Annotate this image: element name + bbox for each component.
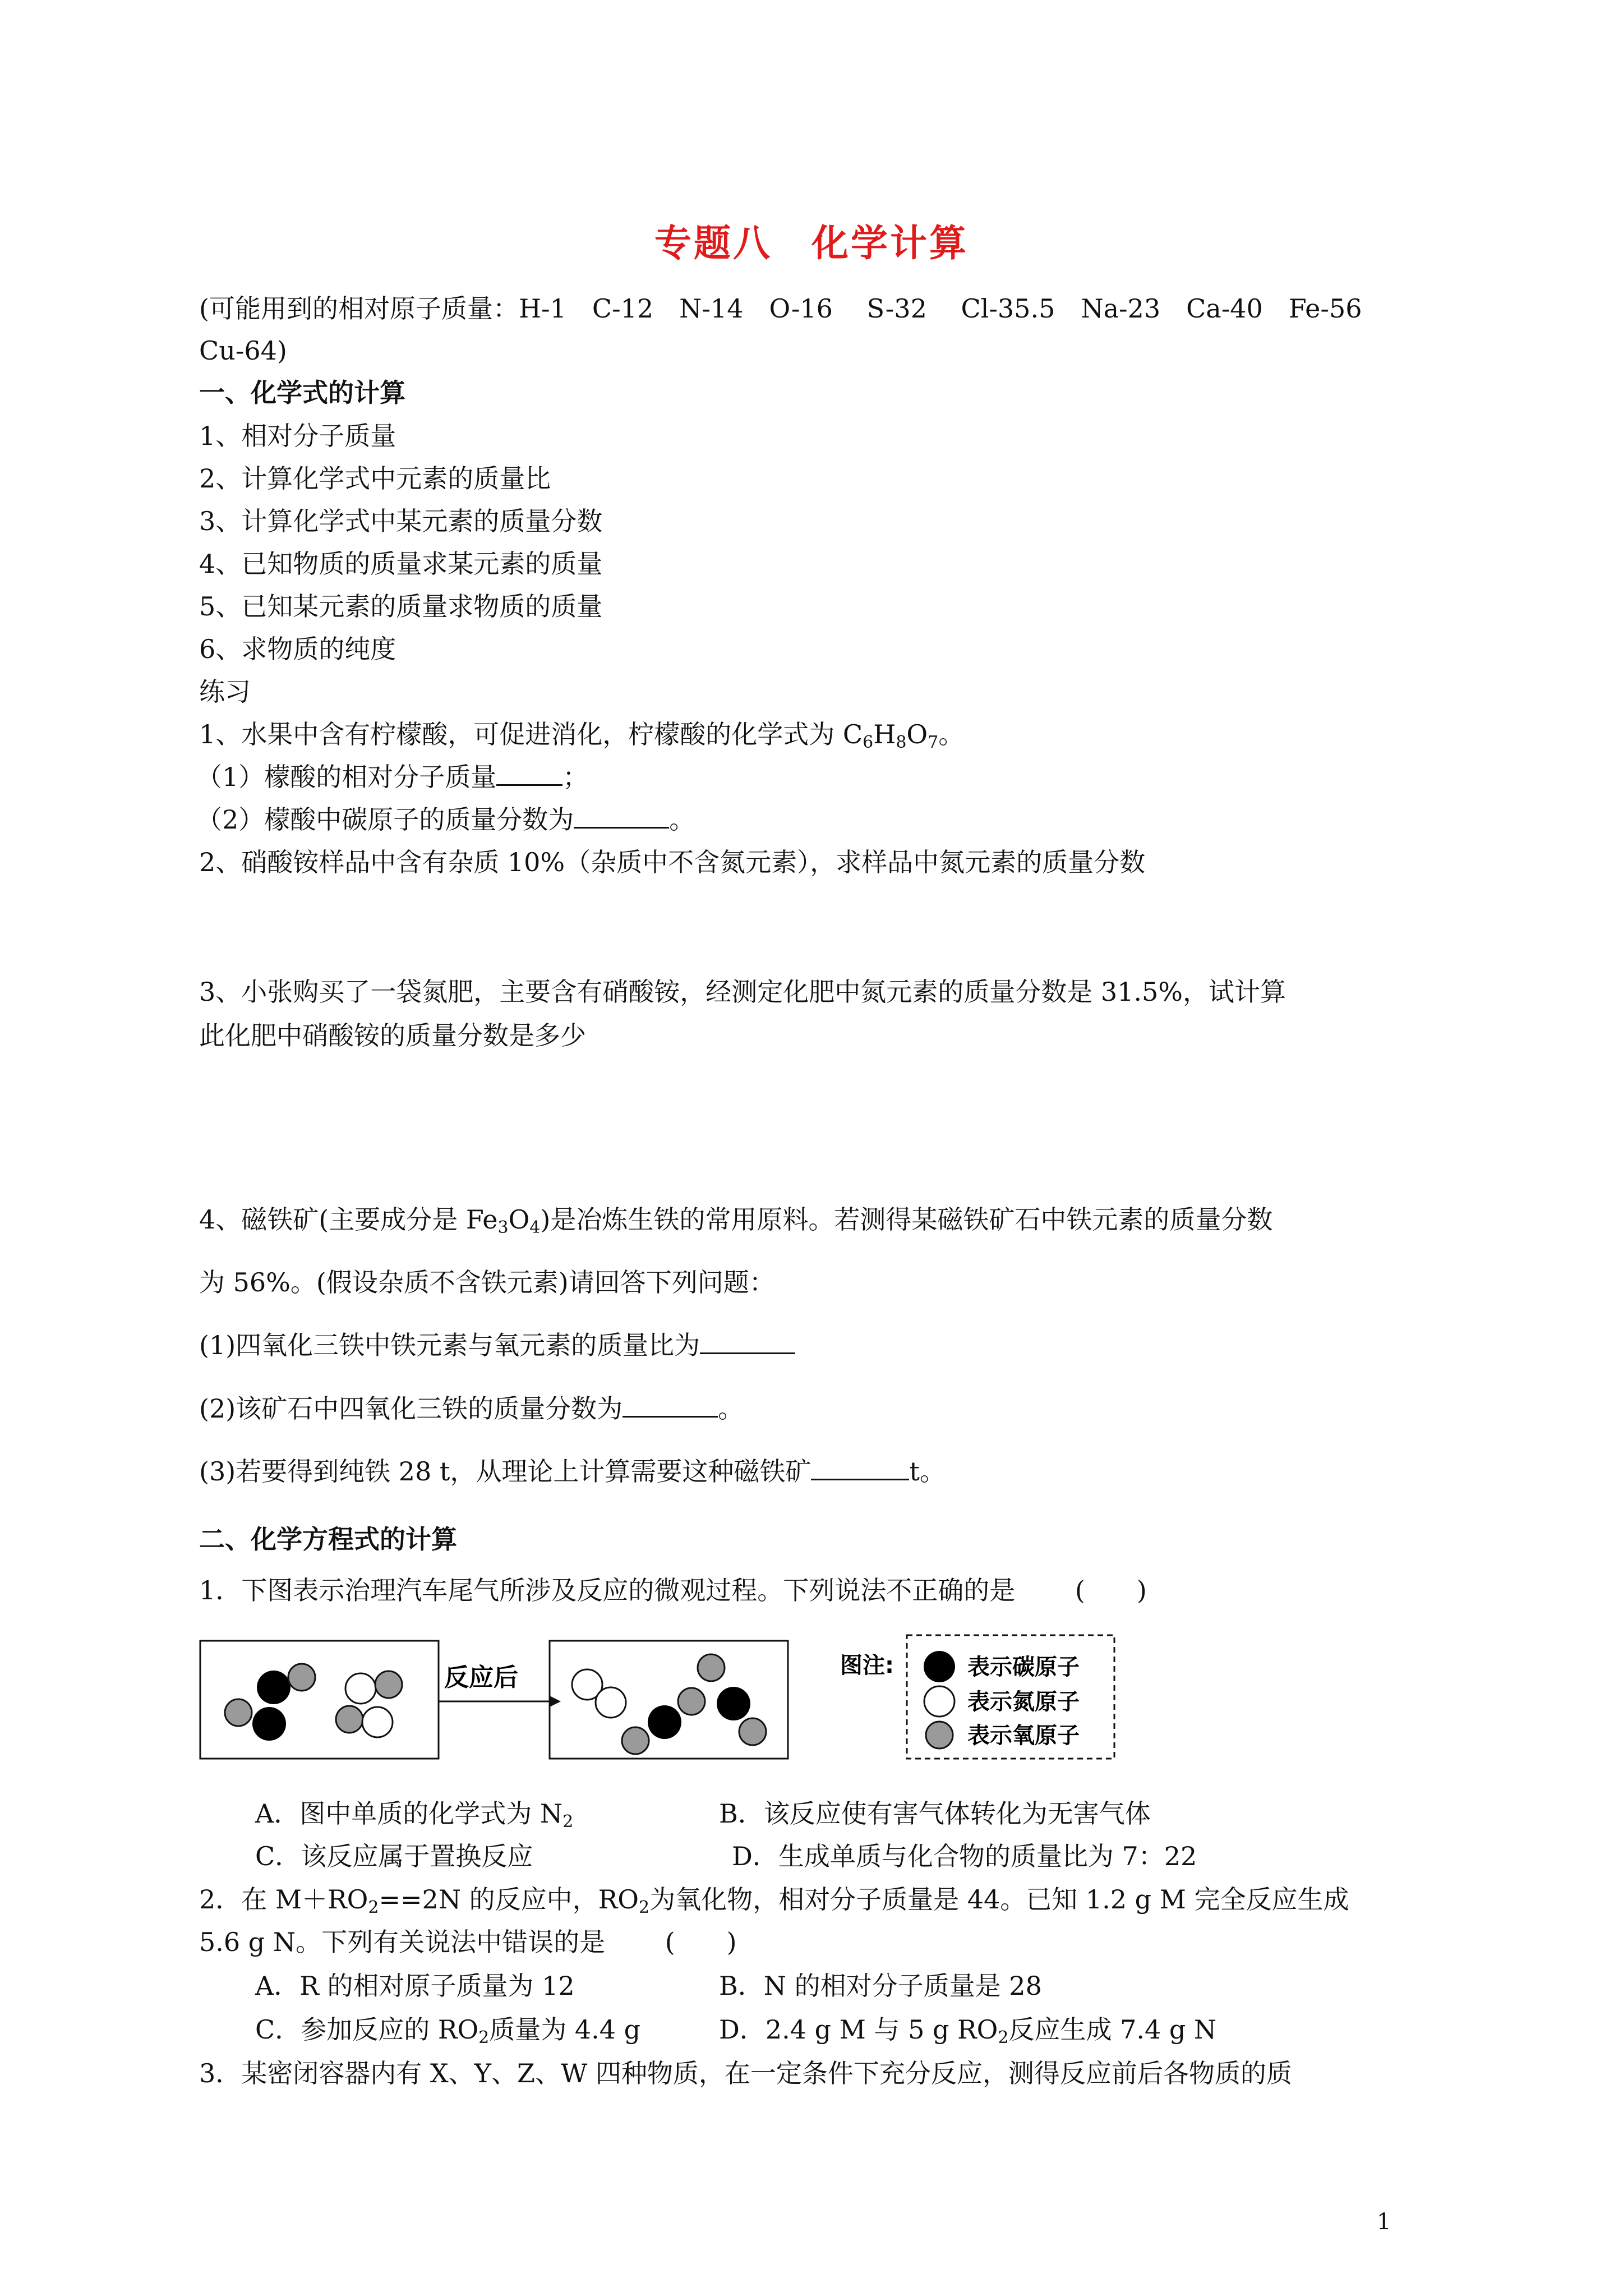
formula-part: H	[873, 719, 896, 749]
punctuation: 。	[938, 719, 965, 749]
formula-part: O	[508, 1204, 530, 1235]
legend-nitrogen-atom	[924, 1686, 955, 1717]
carbon-atom	[648, 1705, 681, 1739]
oxygen-atom	[698, 1654, 725, 1681]
sub-question-text: （1）檬酸的相对分子质量	[196, 762, 497, 792]
answer-blank[interactable]	[574, 804, 669, 829]
subscript: 2	[639, 1898, 650, 1917]
option-a: A．R 的相对原子质量为 12	[255, 1971, 575, 2001]
answer-blank[interactable]	[496, 762, 562, 786]
nitrogen-atom	[596, 1687, 626, 1718]
oxygen-atom	[336, 1706, 363, 1733]
legend-label: 表示氧原子	[967, 1723, 1080, 1749]
subscript: 2	[562, 1812, 574, 1832]
subscript: 2	[998, 2028, 1009, 2047]
list-item: 4、已知物质的质量求某元素的质量	[199, 549, 603, 579]
carbon-atom	[257, 1671, 291, 1704]
subscript: 6	[863, 733, 874, 752]
list-item: 6、求物质的纯度	[199, 634, 396, 664]
question-text	[199, 1884, 1349, 1915]
question-text: 3．某密闭容器内有 X、Y、Z、W 四种物质，在一定条件下充分反应，测得反应前后各物质的质	[199, 2058, 1292, 2088]
option	[255, 2014, 640, 2045]
punctuation: 。	[718, 1393, 744, 1424]
option	[719, 2014, 1216, 2045]
arrow-head	[550, 1696, 561, 1707]
sub-question-text: (2)该矿石中四氧化三铁的质量分数为	[199, 1393, 623, 1424]
oxygen-atom	[739, 1718, 766, 1745]
practice-label: 练习	[199, 677, 251, 707]
formula-part: O	[906, 719, 928, 749]
option-text: 反应生成 7.4 g N	[1008, 2014, 1217, 2045]
question-text: 3、小张购买了一袋氮肥，主要含有硝酸铵，经测定化肥中氮元素的质量分数是 31.5%，试计算	[199, 977, 1287, 1007]
answer-blank[interactable]	[700, 1330, 795, 1354]
carbon-atom	[717, 1687, 750, 1720]
list-item: 5、已知某元素的质量求物质的质量	[199, 591, 603, 622]
subscript: 4	[529, 1218, 541, 1237]
sub-question	[199, 1393, 744, 1424]
sub-question	[199, 1456, 946, 1487]
reaction-diagram	[199, 1630, 1124, 1764]
question-stem: 为氧化物，相对分子质量是 44。已知 1.2 g M 完全反应生成	[649, 1884, 1349, 1915]
option-d: D．生成单质与化合物的质量比为 7：22	[732, 1841, 1197, 1871]
punctuation: ；	[562, 762, 589, 792]
oxygen-atom	[288, 1664, 315, 1691]
question-text	[199, 719, 964, 750]
option-c: C．该反应属于置换反应	[255, 1841, 533, 1871]
list-item: 1、相对分子质量	[199, 421, 396, 451]
oxygen-atom	[678, 1688, 705, 1715]
atomic-masses-line: (可能用到的相对原子质量：H-1 C-12 N-14 O-16 S-32 Cl-35.5 Na-23 Ca-40 Fe-56	[199, 293, 1362, 324]
page-title: 专题八 化学计算	[654, 221, 969, 265]
legend-oxygen-atom	[926, 1722, 953, 1749]
option-b: B．该反应使有害气体转化为无害气体	[719, 1798, 1151, 1829]
option-b: B．N 的相对分子质量是 28	[719, 1971, 1042, 2001]
oxygen-atom	[622, 1727, 649, 1754]
sub-question	[196, 804, 695, 835]
question-text: 此化肥中硝酸铵的质量分数是多少	[199, 1020, 586, 1051]
option-c: C．参加反应的 RO	[255, 2014, 479, 2045]
legend-carbon-atom	[924, 1651, 955, 1682]
option-a: A．图中单质的化学式为 N	[255, 1798, 563, 1829]
section-heading: 二、化学方程式的计算	[199, 1524, 457, 1554]
question-text	[199, 1204, 1272, 1235]
list-item: 3、计算化学式中某元素的质量分数	[199, 506, 603, 536]
option-d: D．2.4 g M 与 5 g RO	[719, 2014, 998, 2045]
oxygen-atom	[225, 1699, 252, 1726]
sub-question	[199, 1329, 795, 1361]
atomic-masses-line: Cu-64)	[199, 335, 287, 366]
legend-label: 表示碳原子	[967, 1654, 1080, 1680]
option	[255, 1798, 574, 1832]
legend-title: 图注:	[840, 1653, 894, 1678]
subscript: 2	[368, 1898, 379, 1917]
option-text: 质量为 4.4 g	[489, 2014, 641, 2045]
answer-blank[interactable]	[811, 1456, 909, 1480]
section-heading: 一、化学式的计算	[199, 378, 405, 408]
sub-question-text: （2）檬酸中碳原子的质量分数为	[196, 804, 574, 835]
oxygen-atom	[375, 1671, 402, 1698]
question-text: 1．下图表示治理汽车尾气所涉及反应的微观过程。下列说法不正确的是 ( )	[199, 1575, 1147, 1605]
list-item: 2、计算化学式中元素的质量比	[199, 463, 551, 494]
sub-question	[196, 761, 588, 793]
question-stem: )是冶炼生铁的常用原料。若测得某磁铁矿石中铁元素的质量分数	[540, 1204, 1273, 1235]
subscript: 3	[497, 1218, 509, 1237]
nitrogen-atom	[362, 1707, 393, 1737]
question-text: 5.6 g N。下列有关说法中错误的是 ( )	[199, 1927, 737, 1957]
question-stem: ==2N 的反应中，RO	[379, 1884, 639, 1915]
question-text: 为 56%。(假设杂质不含铁元素)请回答下列问题：	[199, 1267, 775, 1297]
answer-blank[interactable]	[623, 1393, 718, 1418]
carbon-atom	[252, 1707, 286, 1741]
subscript: 8	[896, 733, 907, 752]
question-stem: 4、磁铁矿(主要成分是 Fe	[199, 1204, 498, 1235]
arrow-label: 反应后	[444, 1663, 518, 1692]
punctuation: 。	[669, 804, 695, 835]
unit: t。	[909, 1456, 946, 1487]
question-text: 2、硝酸铵样品中含有杂质 10%（杂质中不含氮元素），求样品中氮元素的质量分数	[199, 847, 1146, 877]
sub-question-text: (3)若要得到纯铁 28 t，从理论上计算需要这种磁铁矿	[199, 1456, 811, 1487]
sub-question-text: (1)四氧化三铁中铁元素与氧元素的质量比为	[199, 1330, 700, 1360]
nitrogen-atom	[345, 1673, 376, 1704]
question-stem: 2．在 M＋RO	[199, 1884, 368, 1915]
subscript: 7	[928, 733, 939, 752]
question-stem: 1、水果中含有柠檬酸，可促进消化，柠檬酸的化学式为 C	[199, 719, 863, 749]
legend-label: 表示氮原子	[967, 1689, 1080, 1715]
subscript: 2	[478, 2028, 490, 2047]
page-number: 1	[1377, 2209, 1391, 2235]
